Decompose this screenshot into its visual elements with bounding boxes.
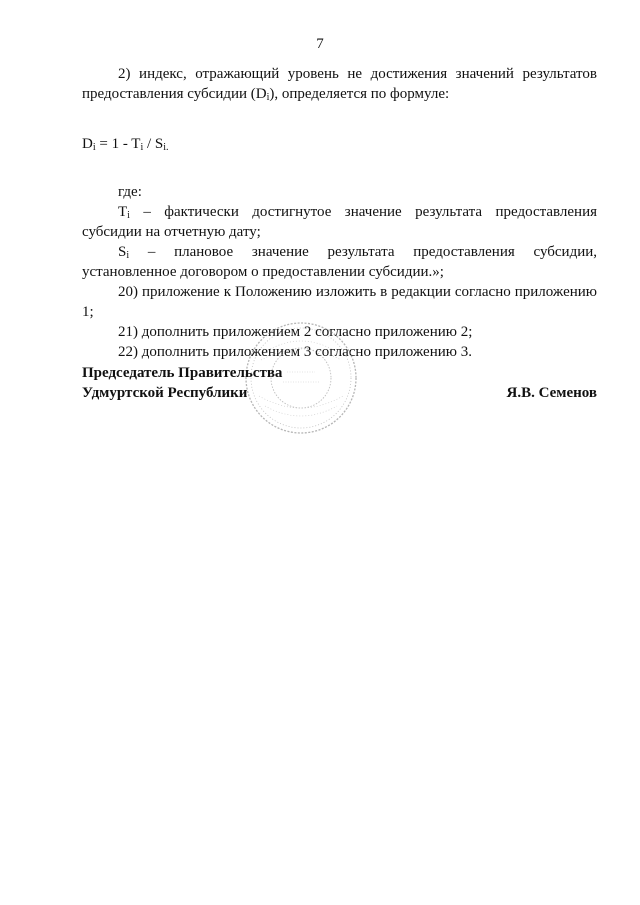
signatory-title-line-2: Удмуртской Республики (82, 385, 248, 401)
si-symbol: S (118, 244, 127, 260)
formula-d: D (82, 136, 93, 152)
si-definition (82, 242, 597, 282)
page-number: 7 (316, 36, 324, 52)
si-sub: i (126, 250, 130, 261)
formula-middle: = 1 - T (95, 136, 141, 152)
signature-block (82, 363, 597, 403)
signature-line-1 (82, 363, 597, 383)
item-2-subscript: i (266, 92, 270, 103)
formula-s-sub: i. (163, 142, 169, 153)
formula (82, 134, 597, 154)
formula-slash: / S (143, 136, 164, 152)
signature-line-2 (82, 383, 597, 403)
item-2-paragraph (82, 64, 597, 104)
formula-d-sub: i (92, 142, 96, 153)
document-body (82, 64, 597, 362)
item-2-text-end: ), определяется по формуле: (269, 86, 450, 102)
ti-sub: i (127, 210, 130, 221)
ti-definition (82, 202, 597, 242)
where-label: где: (118, 184, 142, 200)
item-20: 20) приложение к Положению изложить в редакции согласно приложению 1; (82, 284, 597, 320)
signatory-name: Я.В. Семенов (506, 385, 597, 401)
signatory-title-line-1: Председатель Правительства (82, 365, 283, 381)
si-text: – плановое значение результата предоставления субсидии, установленное договором о предоставлении субсидии.»; (82, 244, 597, 280)
item-21: 21) дополнить приложением 2 согласно приложению 2; (118, 324, 473, 340)
item-22: 22) дополнить приложением 3 согласно приложению 3. (118, 344, 472, 360)
formula-t-sub: i (140, 142, 144, 153)
ti-symbol: T (118, 204, 128, 220)
ti-text: – фактически достигнутое значение результата предоставления субсидии на отчетную дату; (82, 204, 597, 240)
item-2-text: 2) индекс, отражающий уровень не достижения значений результатов предоставления субсидии (D (82, 66, 597, 102)
